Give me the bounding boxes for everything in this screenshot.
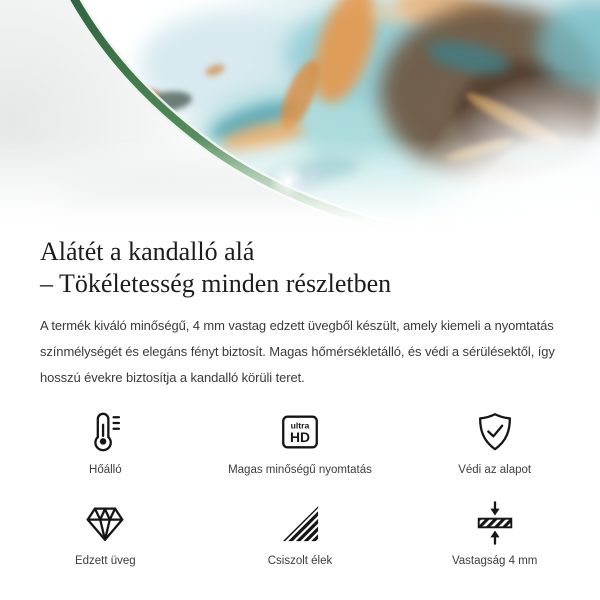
title-line-2: – Tökéletesség minden részletben [40,269,392,299]
thickness-arrows-icon [472,500,518,546]
diamond-icon [82,500,128,546]
product-description [40,313,560,391]
shield-check-icon [472,409,518,455]
feature-label: Hőálló [89,464,122,477]
ultra-hd-badge-icon [277,409,323,455]
product-description-section [0,236,600,391]
feature-label: Vastagság 4 mm [451,555,538,568]
title-line-1: Alátét a kandalló alá [40,237,255,266]
glass-pad-image [0,0,600,232]
feature-label: Magas minőségű nyomtatás [228,464,372,477]
corner-fade [370,50,600,232]
description-line: hosszú évekre biztosítja a kandalló körüli teret. [40,370,305,386]
feature-polished-edges [203,500,398,569]
feature-ultra-hd-print [203,409,398,478]
feature-label: Csiszolt élek [267,555,333,568]
feature-label: Edzett üveg [74,555,136,568]
page-title [40,236,560,300]
description-line: színmélységét és elegáns fényt biztosít. Magas hőmérsékletálló, és védi a sérülésektől, így [40,344,555,360]
feature-tempered-glass [8,500,203,569]
feature-label: Védi az alapot [458,464,532,477]
svg-text:HD: HD [289,429,311,446]
polished-edge-icon [277,500,323,546]
product-image-hero [0,0,600,232]
svg-text:ultra: ultra [290,421,310,432]
description-line: A termék kiváló minőségű, 4 mm vastag edzett üvegből készült, amely kiemeli a nyomtatás [40,318,554,334]
thermometer-icon [82,409,128,455]
feature-grid [0,409,600,569]
feature-heat-resistant [8,409,203,478]
feature-thickness [397,500,592,569]
feature-protects-base [397,409,592,478]
